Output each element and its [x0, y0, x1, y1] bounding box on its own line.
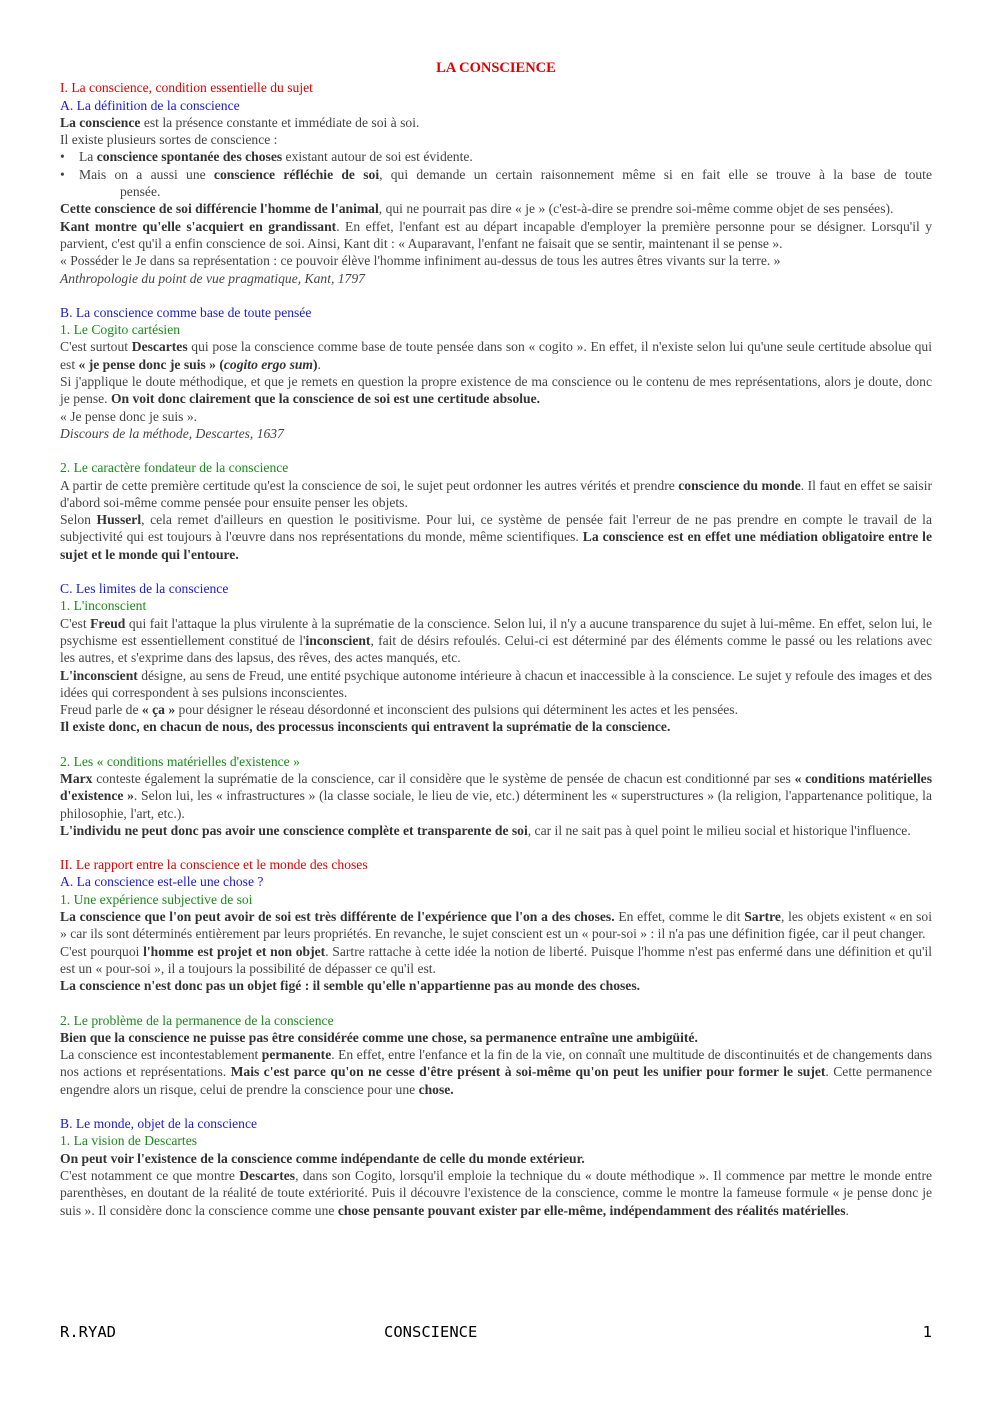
paragraph: L'individu ne peut donc pas avoir une conscience complète et transparente de soi, car il ne sait pas à quel point le milieu social et historique l'influence.: [60, 822, 911, 838]
paragraph: La conscience que l'on peut avoir de soi est très différente de l'expérience que l'on a des choses. En effet, comme le dit Sartre, les objets existent « en soi » car ils sont déterminés entièrement par leurs propriétés. En revanche, le sujet conscient est un « pour-soi » : il n'a pas une définition figée, car il peut changer.: [60, 909, 932, 942]
subsubsection-heading: 2. Les « conditions matérielles d'existence »: [60, 753, 300, 769]
subsubsection-heading: 1. L'inconscient: [60, 598, 147, 614]
list-item-continuation: pensée.: [120, 184, 161, 200]
citation: Discours de la méthode, Descartes, 1637: [60, 425, 284, 441]
list-item: • La conscience spontanée des choses existant autour de soi est évidente.: [60, 149, 473, 165]
page-footer: [60, 1323, 932, 1343]
section-heading: II. Le rapport entre la conscience et le monde des choses: [60, 857, 368, 873]
footer-author: R.RYAD: [60, 1323, 116, 1341]
paragraph: La conscience est la présence constante et immédiate de soi à soi.: [60, 114, 420, 130]
section-heading: I. La conscience, condition essentielle du sujet: [60, 80, 313, 96]
quote: « Je pense donc je suis ».: [60, 408, 198, 424]
subsubsection-heading: 1. Une expérience subjective de soi: [60, 891, 253, 907]
subsubsection-heading: 2. Le caractère fondateur de la conscience: [60, 460, 289, 476]
page-number: 1: [922, 1323, 932, 1341]
paragraph: C'est Freud qui fait l'attaque la plus virulente à la suprématie de la conscience. Selon lui, il n'y a aucune transparence du sujet à lui-même. En effet, selon lui, le psychisme est essentiellement constitué de l'inconscient, fait de désirs refoulés. Celui-ci est déterminé par des éléments comme le passé ou les relations avec les autres, et s'exprime dans des lapsus, des rêves, des actes manqués, etc.: [60, 615, 932, 666]
paragraph: Si j'applique le doute méthodique, et que je remets en question la propre existence de ma conscience ou le contenu de mes représentations, alors je doute, donc je pense. On voit donc clairement que la conscience de soi est une certitude absolue.: [60, 374, 932, 407]
subsubsection-heading: 1. Le Cogito cartésien: [60, 322, 181, 338]
paragraph: On peut voir l'existence de la conscience comme indépendante de celle du monde extérieur.: [60, 1150, 585, 1166]
paragraph: Bien que la conscience ne puisse pas être considérée comme une chose, sa permanence entraîne une ambigüité.: [60, 1029, 698, 1045]
paragraph: Marx conteste également la suprématie de la conscience, car il considère que le système de pensée de chacun est conditionné par ses « conditions matérielles d'existence ». Selon lui, les « infrastructures » (la classe sociale, le lieu de vie, etc.) déterminent les « superstructures » (la religion, l'appartenance politique, la philosophie, l'art, etc.).: [60, 770, 932, 821]
paragraph: C'est pourquoi l'homme est projet et non objet. Sartre rattache à cette idée la notion de liberté. Puisque l'homme n'est pas enfermé dans une définition et qu'il est un « pour-soi », il a toujours la possibilité de dépasser ce qu'il est.: [60, 943, 933, 976]
page-title: LA CONSCIENCE: [436, 60, 556, 76]
paragraph: L'inconscient désigne, au sens de Freud, une entité psychique autonome intérieure à chacun et inaccessible à la conscience. Le sujet y refoule des images et des idées qui correspondent à ses pulsions inconscientes.: [60, 667, 932, 700]
paragraph: C'est surtout Descartes qui pose la conscience comme base de toute pensée dans son « cogito ». En effet, il n'existe selon lui qu'une seule certitude absolue qui est « je pense donc je suis » (cogito ergo sum).: [60, 339, 932, 372]
paragraph: Freud parle de « ça » pour désigner le réseau désordonné et inconscient des pulsions qui déterminent les actes et les pensées.: [60, 702, 738, 718]
citation: Anthropologie du point de vue pragmatique, Kant, 1797: [60, 270, 365, 286]
paragraph: Il existe plusieurs sortes de conscience :: [60, 132, 278, 148]
paragraph: Cette conscience de soi différencie l'homme de l'animal, qui ne pourrait pas dire « je » (c'est-à-dire se prendre soi-même comme objet de ses pensées).: [60, 201, 894, 217]
paragraph: La conscience n'est donc pas un objet figé : il semble qu'elle n'appartienne pas au monde des choses.: [60, 978, 641, 994]
paragraph: C'est notamment ce que montre Descartes, dans son Cogito, lorsqu'il emploie la technique du « doute méthodique ». Il commence par mettre le monde entre parenthèses, en doutant de la réalité de toute extériorité. Puis il découvre l'existence de la conscience, comme le montre la fameuse formule « je pense donc je suis ». Il considère donc la conscience comme une chose pensante pouvant exister par elle-même, indépendamment des réalités matérielles.: [60, 1167, 933, 1218]
subsection-heading: A. La définition de la conscience: [60, 97, 240, 113]
subsection-heading: A. La conscience est-elle une chose ?: [60, 874, 264, 890]
subsection-heading: B. Le monde, objet de la conscience: [60, 1116, 258, 1132]
subsection-heading: B. La conscience comme base de toute pensée: [60, 304, 312, 320]
paragraph: A partir de cette première certitude qu'est la conscience de soi, le sujet peut ordonner les autres vérités et prendre conscience du monde. Il faut en effet se saisir d'abord soi-même comme pensée pour ensuite penser les objets.: [60, 477, 932, 510]
subsubsection-heading: 2. Le problème de la permanence de la conscience: [60, 1012, 334, 1028]
paragraph: La conscience est incontestablement permanente. En effet, entre l'enfance et la fin de la vie, on connaît une multitude de discontinuités et de changements dans nos actions et représentations. Mais c'est parce qu'on ne cesse d'être présent à soi-même qu'on peut les unifier pour former le sujet. Cette permanence engendre alors un risque, celui de prendre la conscience pour une chose.: [60, 1047, 933, 1097]
paragraph: Kant montre qu'elle s'acquiert en grandissant. En effet, l'enfant est au départ incapable d'employer la première personne pour se désigner. Lorsqu'il y parvient, c'est qu'il a enfin conscience de soi. Ainsi, Kant dit : « Auparavant, l'enfant ne faisait que se sentir, maintenant il se pense ».: [60, 218, 932, 251]
list-item: • Mais on a aussi une conscience réfléchie de soi, qui demande un certain raisonnement même si en fait elle se trouve à la base de toute: [60, 166, 932, 182]
document-body: [60, 60, 932, 1219]
quote: « Posséder le Je dans sa représentation : ce pouvoir élève l'homme infiniment au-dessus de tous les autres êtres vivants sur la terre. »: [60, 253, 781, 269]
footer-title: CONSCIENCE: [384, 1323, 478, 1341]
subsubsection-heading: 1. La vision de Descartes: [60, 1133, 198, 1149]
subsection-heading: C. Les limites de la conscience: [60, 581, 229, 597]
paragraph: Selon Husserl, cela remet d'ailleurs en question le positivisme. Pour lui, ce système de pensée fait l'erreur de ne pas prendre en compte le travail de la subjectivité qui est toujours à l'œuvre dans nos représentations du monde, même scientifiques. La conscience est en effet une médiation obligatoire entre le sujet et le monde qui l'entoure.: [60, 512, 932, 562]
paragraph: Il existe donc, en chacun de nous, des processus inconscients qui entravent la suprématie de la conscience.: [60, 719, 671, 735]
bullet-icon: •: [60, 149, 65, 165]
bullet-icon: •: [60, 166, 65, 182]
